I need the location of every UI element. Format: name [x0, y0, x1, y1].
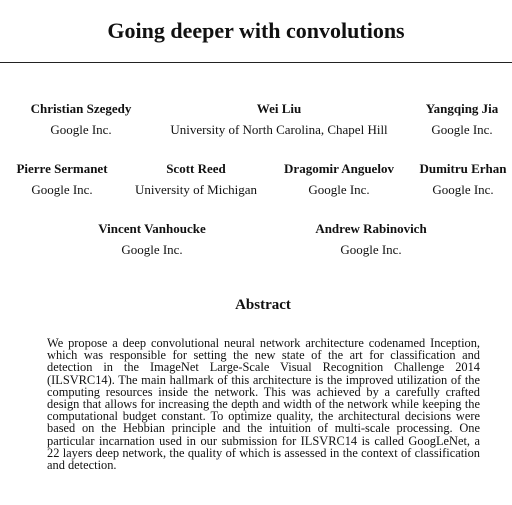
author-block	[21, 101, 141, 138]
author-name: Scott Reed	[166, 161, 226, 176]
author-block	[7, 161, 117, 198]
author-affiliation: Google Inc.	[50, 122, 112, 137]
author-block	[128, 161, 264, 198]
author-block	[159, 101, 399, 138]
author-block	[306, 221, 436, 258]
author-affiliation: Google Inc.	[121, 242, 183, 257]
author-name: Wei Liu	[256, 101, 302, 116]
author-name: Dragomir Anguelov	[284, 161, 394, 176]
author-affiliation: Google Inc.	[432, 182, 494, 197]
abstract-heading: Abstract	[235, 297, 291, 313]
author-block	[412, 101, 512, 138]
author-affiliation: Google Inc.	[308, 182, 370, 197]
author-affiliation: University of Michigan	[134, 182, 258, 197]
author-block	[414, 161, 512, 198]
abstract-body: We propose a deep convolutional neural network architecture codenamed Inception, which was responsible for setting the new state of the art for classification and detection in the ImageNet Large-Scale Visual Recognition Challenge 2014 (ILSVRC14). The main hallmark of this architecture is the improved utilization of the computing resources inside the network. This was achieved by a carefully crafted design that allows for increasing the depth and width of the network while keeping the computational budget constant. To optimize quality, the architectural decisions were based on the Hebbian principle and the intuition of multi-scale processing. One particular incarnation used in our submission for ILSVRC14 is called GoogLeNet, a 22 layers deep network, the quality of which is assessed in the context of classification and detection.	[47, 336, 480, 473]
author-name: Pierre Sermanet	[16, 161, 108, 176]
title-divider	[0, 62, 512, 63]
author-affiliation: Google Inc.	[31, 182, 93, 197]
author-block	[87, 221, 217, 258]
author-name: Yangqing Jia	[425, 101, 499, 116]
author-block	[276, 161, 402, 198]
author-affiliation: University of North Carolina, Chapel Hill	[170, 122, 388, 137]
author-name: Vincent Vanhoucke	[98, 221, 206, 236]
author-name: Christian Szegedy	[30, 101, 132, 116]
author-name: Dumitru Erhan	[419, 161, 507, 176]
author-name: Andrew Rabinovich	[315, 221, 427, 236]
author-affiliation: Google Inc.	[431, 122, 493, 137]
author-affiliation: Google Inc.	[340, 242, 402, 257]
paper-title: Going deeper with convolutions	[107, 18, 405, 43]
